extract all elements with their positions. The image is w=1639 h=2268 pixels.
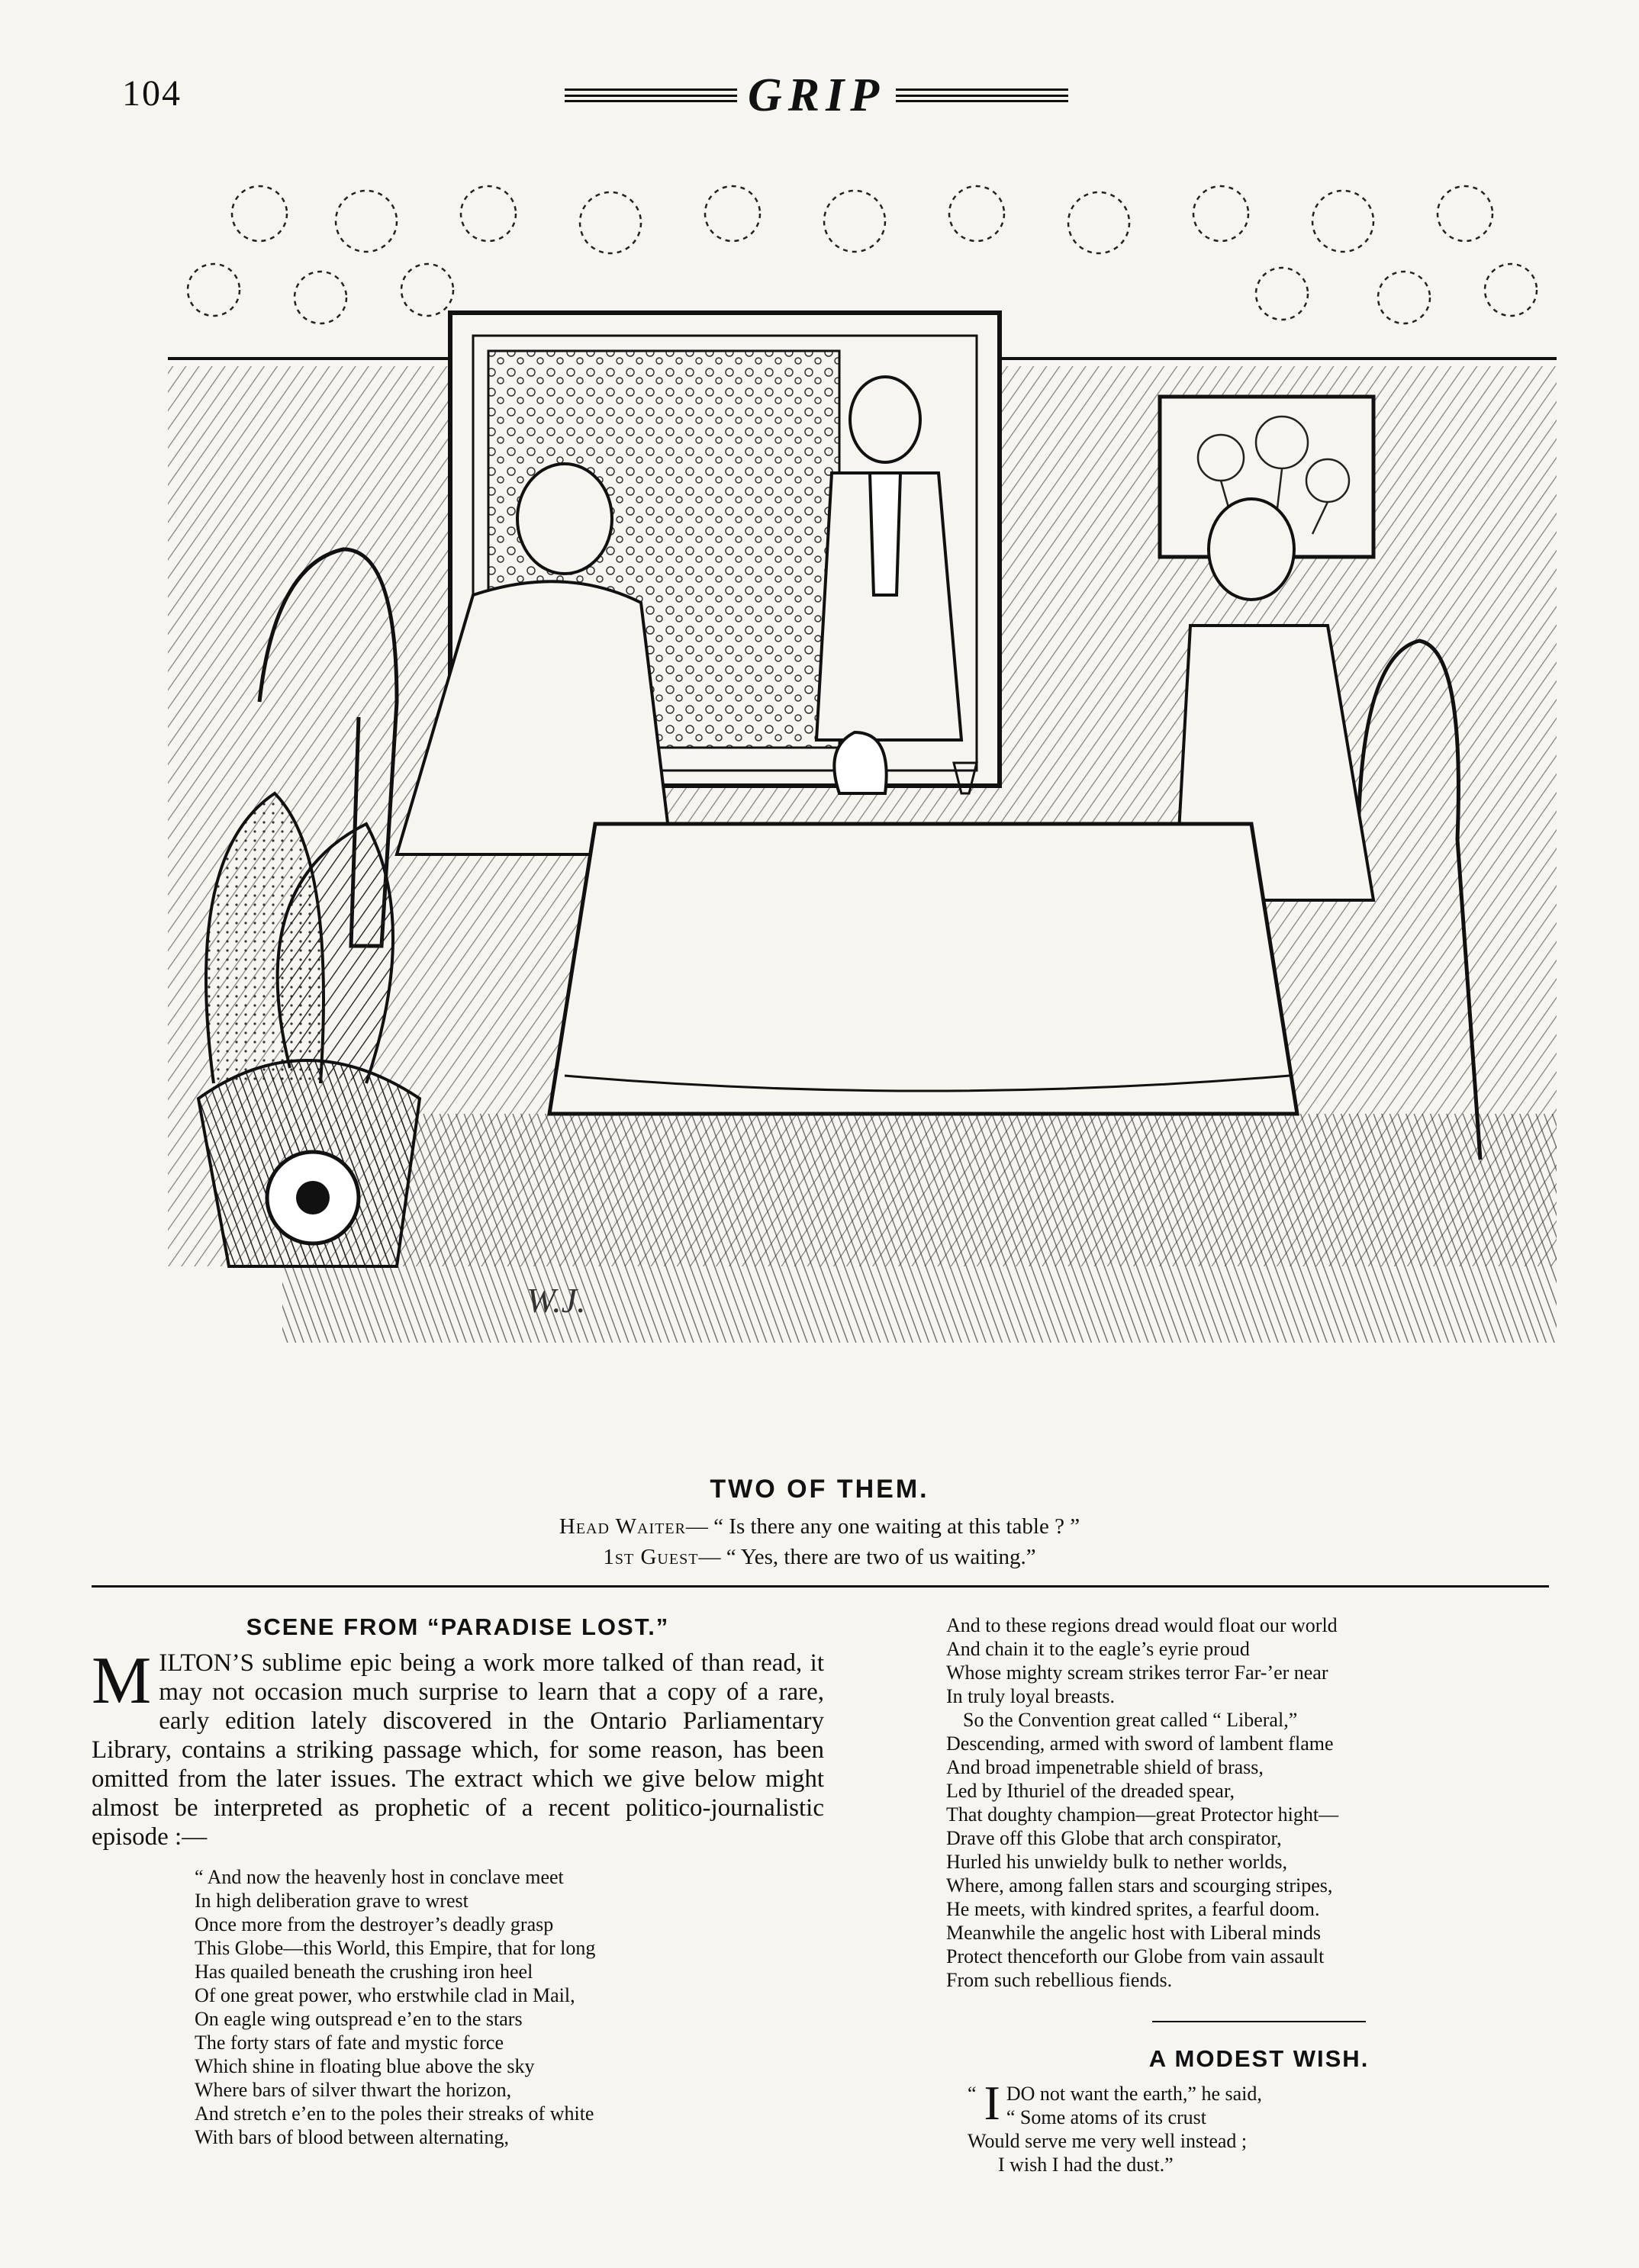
poem-line: Where, among fallen stars and scourging stripes, [946, 1874, 1333, 1896]
article-intro [92, 1644, 824, 1851]
poem-line: And to these regions dread would float our world [946, 1614, 1338, 1636]
section-divider [92, 1585, 1549, 1588]
poem-line: Where bars of silver thwart the horizon, [195, 2079, 512, 2101]
article-intro-text: ILTON’S sublime epic being a work more talked of than read, it may not occasion much surprise to learn that a copy of a rare, early edition lately discovered in the Ontario Parliamentary Library, contains a striking passage which, for some reason, has been omitted from the later issues. The extract which we give below might almost be interpreted as prophetic of a recent politico-journalistic episode :— [92, 1649, 824, 1851]
poem-line: On eagle wing outspread e’en to the stars [195, 2008, 523, 2030]
poem-line: Descending, armed with sword of lambent flame [946, 1732, 1334, 1755]
wish-line-3: Would serve me very well instead ; [968, 2130, 1248, 2152]
poem-line: Meanwhile the angelic host with Liberal minds [946, 1922, 1321, 1944]
wish-drop-cap: I [984, 2076, 1000, 2130]
masthead-rule-right [896, 88, 1068, 102]
poem-line: Led by Ithuriel of the dreaded spear, [946, 1780, 1235, 1802]
poem-line: Has quailed beneath the crushing iron heel [195, 1961, 533, 1983]
caption-line-2-text: — “ Yes, there are two of us waiting.” [698, 1545, 1036, 1569]
poem-line: This Globe—this World, this Empire, that for long [195, 1937, 596, 1959]
wish-line-1-text: DO not want the earth,” he said, [1006, 2083, 1262, 2105]
poem-line: In truly loyal breasts. [946, 1685, 1115, 1707]
caption-line-1-text: — “ Is there any one waiting at this table ? ” [685, 1514, 1080, 1539]
masthead-title: GRIP [747, 69, 886, 121]
poem-line: And stretch e’en to the poles their streaks of white [195, 2102, 594, 2125]
drop-cap: M [92, 1644, 152, 1718]
poem-line: Drave off this Globe that arch conspirator, [946, 1827, 1282, 1849]
poem-line: From such rebellious fiends. [946, 1969, 1173, 1991]
cartoon-illustration [168, 168, 1557, 1465]
poem-line: So the Convention great called “ Liberal,” [963, 1709, 1298, 1731]
wish-open-quote: “ [968, 2083, 977, 2105]
poem-line: He meets, with kindred sprites, a fearful doom. [946, 1898, 1320, 1920]
page-number: 104 [122, 73, 182, 114]
masthead-rule-left [565, 88, 737, 102]
artist-signature: W.J. [526, 1281, 586, 1320]
cartoon-title: TWO OF THEM. [710, 1475, 929, 1504]
wish-divider [1152, 2021, 1366, 2022]
poem-line: In high deliberation grave to wrest [195, 1890, 469, 1912]
poem-right [946, 1613, 1572, 1992]
wish-title: A MODEST WISH. [1148, 2045, 1370, 2072]
poem-line: Once more from the destroyer’s deadly grasp [195, 1913, 554, 1935]
wish-line-4: I wish I had the dust.” [998, 2154, 1174, 2176]
caption-line-1 [0, 1514, 1639, 1539]
wish-poem [946, 2076, 1572, 2176]
caption-line-2 [0, 1545, 1639, 1570]
wallpaper-frieze [188, 186, 1537, 323]
article-column-left [92, 1613, 824, 2149]
speaker-head-waiter: Head Waiter [559, 1514, 686, 1539]
poem-line: Hurled his unwieldy bulk to nether worlds, [946, 1851, 1287, 1873]
masthead [565, 69, 1068, 122]
wish-line-2: “ Some atoms of its crust [1006, 2106, 1206, 2128]
speaker-first-guest: 1st Guest [603, 1545, 699, 1569]
article-column-right [946, 1613, 1572, 2176]
poem-line: “ And now the heavenly host in conclave meet [195, 1866, 564, 1888]
poem-line: And broad impenetrable shield of brass, [946, 1756, 1264, 1778]
poem-line: Whose mighty scream strikes terror Far-’er near [946, 1662, 1328, 1684]
poem-line: Which shine in floating blue above the sky [195, 2055, 535, 2077]
poem-line: Protect thenceforth our Globe from vain assault [946, 1945, 1325, 1967]
poem-line: And chain it to the eagle’s eyrie proud [946, 1638, 1250, 1660]
poem-line: The forty stars of fate and mystic force [195, 2032, 504, 2054]
article-title: SCENE FROM “PARADISE LOST.” [246, 1613, 670, 1640]
poem-left [92, 1865, 824, 2149]
poem-line: Of one great power, who erstwhile clad in Mail, [195, 1984, 575, 2006]
poem-line: That doughty champion—great Protector hight— [946, 1803, 1339, 1826]
poem-line: With bars of blood between alternating, [195, 2126, 509, 2148]
